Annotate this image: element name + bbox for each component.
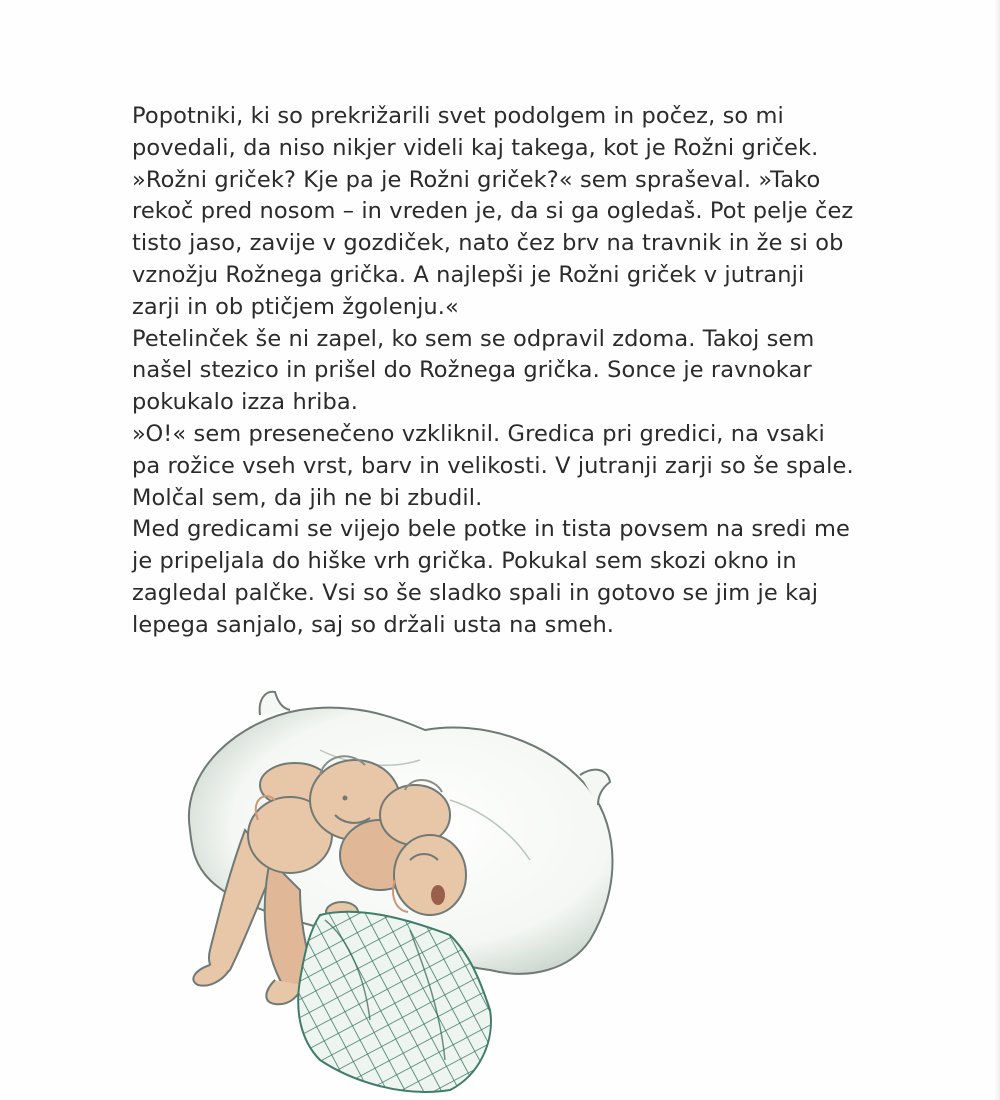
story-line: našel stezico in prišel do Rožnega grička. Sonce je ravnokar <box>132 357 812 384</box>
story-line: »O!« sem presenečeno vzkliknil. Gredica pri gredici, na vsaki <box>132 420 825 447</box>
story-line: tisto jaso, zavije v gozdiček, nato čez brv na travnik in že si ob <box>132 230 844 257</box>
story-line: povedali, da niso nikjer videli kaj takega, kot je Rožni griček. <box>132 134 819 161</box>
story-line: pa rožice vseh vrst, barv in velikosti. V jutranji zarji so še spale. <box>132 452 854 479</box>
story-line: Popotniki, ki so prekrižarili svet podolgem in počez, so mi <box>132 103 784 129</box>
story-line: Petelinček še ni zapel, ko sem se odpravil zdoma. Takoj sem <box>132 325 815 352</box>
story-line: zarji in ob ptičjem žgolenju.« <box>132 293 459 320</box>
story-line: »Rožni griček? Kje pa je Rožni griček?« sem spraševal. »Tako <box>132 166 821 193</box>
story-line: je pripeljala do hiške vrh grička. Pokukal sem skozi okno in <box>132 548 797 575</box>
story-line: zagledal palčke. Vsi so še sladko spali in gotovo se jim je kaj <box>132 579 819 606</box>
story-line: Molčal sem, da jih ne bi zbudil. <box>132 484 483 511</box>
story-line: Med gredicami se vijejo bele potke in tista povsem na sredi me <box>132 516 850 543</box>
story-line: pokukalo izza hriba. <box>132 389 359 416</box>
story-line: vznožju Rožnega grička. A najlepši je Rožni griček v jutranji <box>132 261 805 288</box>
sleeping-gnomes-illustration <box>150 680 650 1100</box>
story-line: rekoč pred nosom – in vreden je, da si ga ogledaš. Pot pelje čez <box>132 198 854 225</box>
pillow-corner <box>260 692 290 715</box>
page-edge <box>994 0 1000 1100</box>
story-text <box>132 101 972 642</box>
story-line: lepega sanjalo, saj so držali usta na smeh. <box>132 611 615 638</box>
